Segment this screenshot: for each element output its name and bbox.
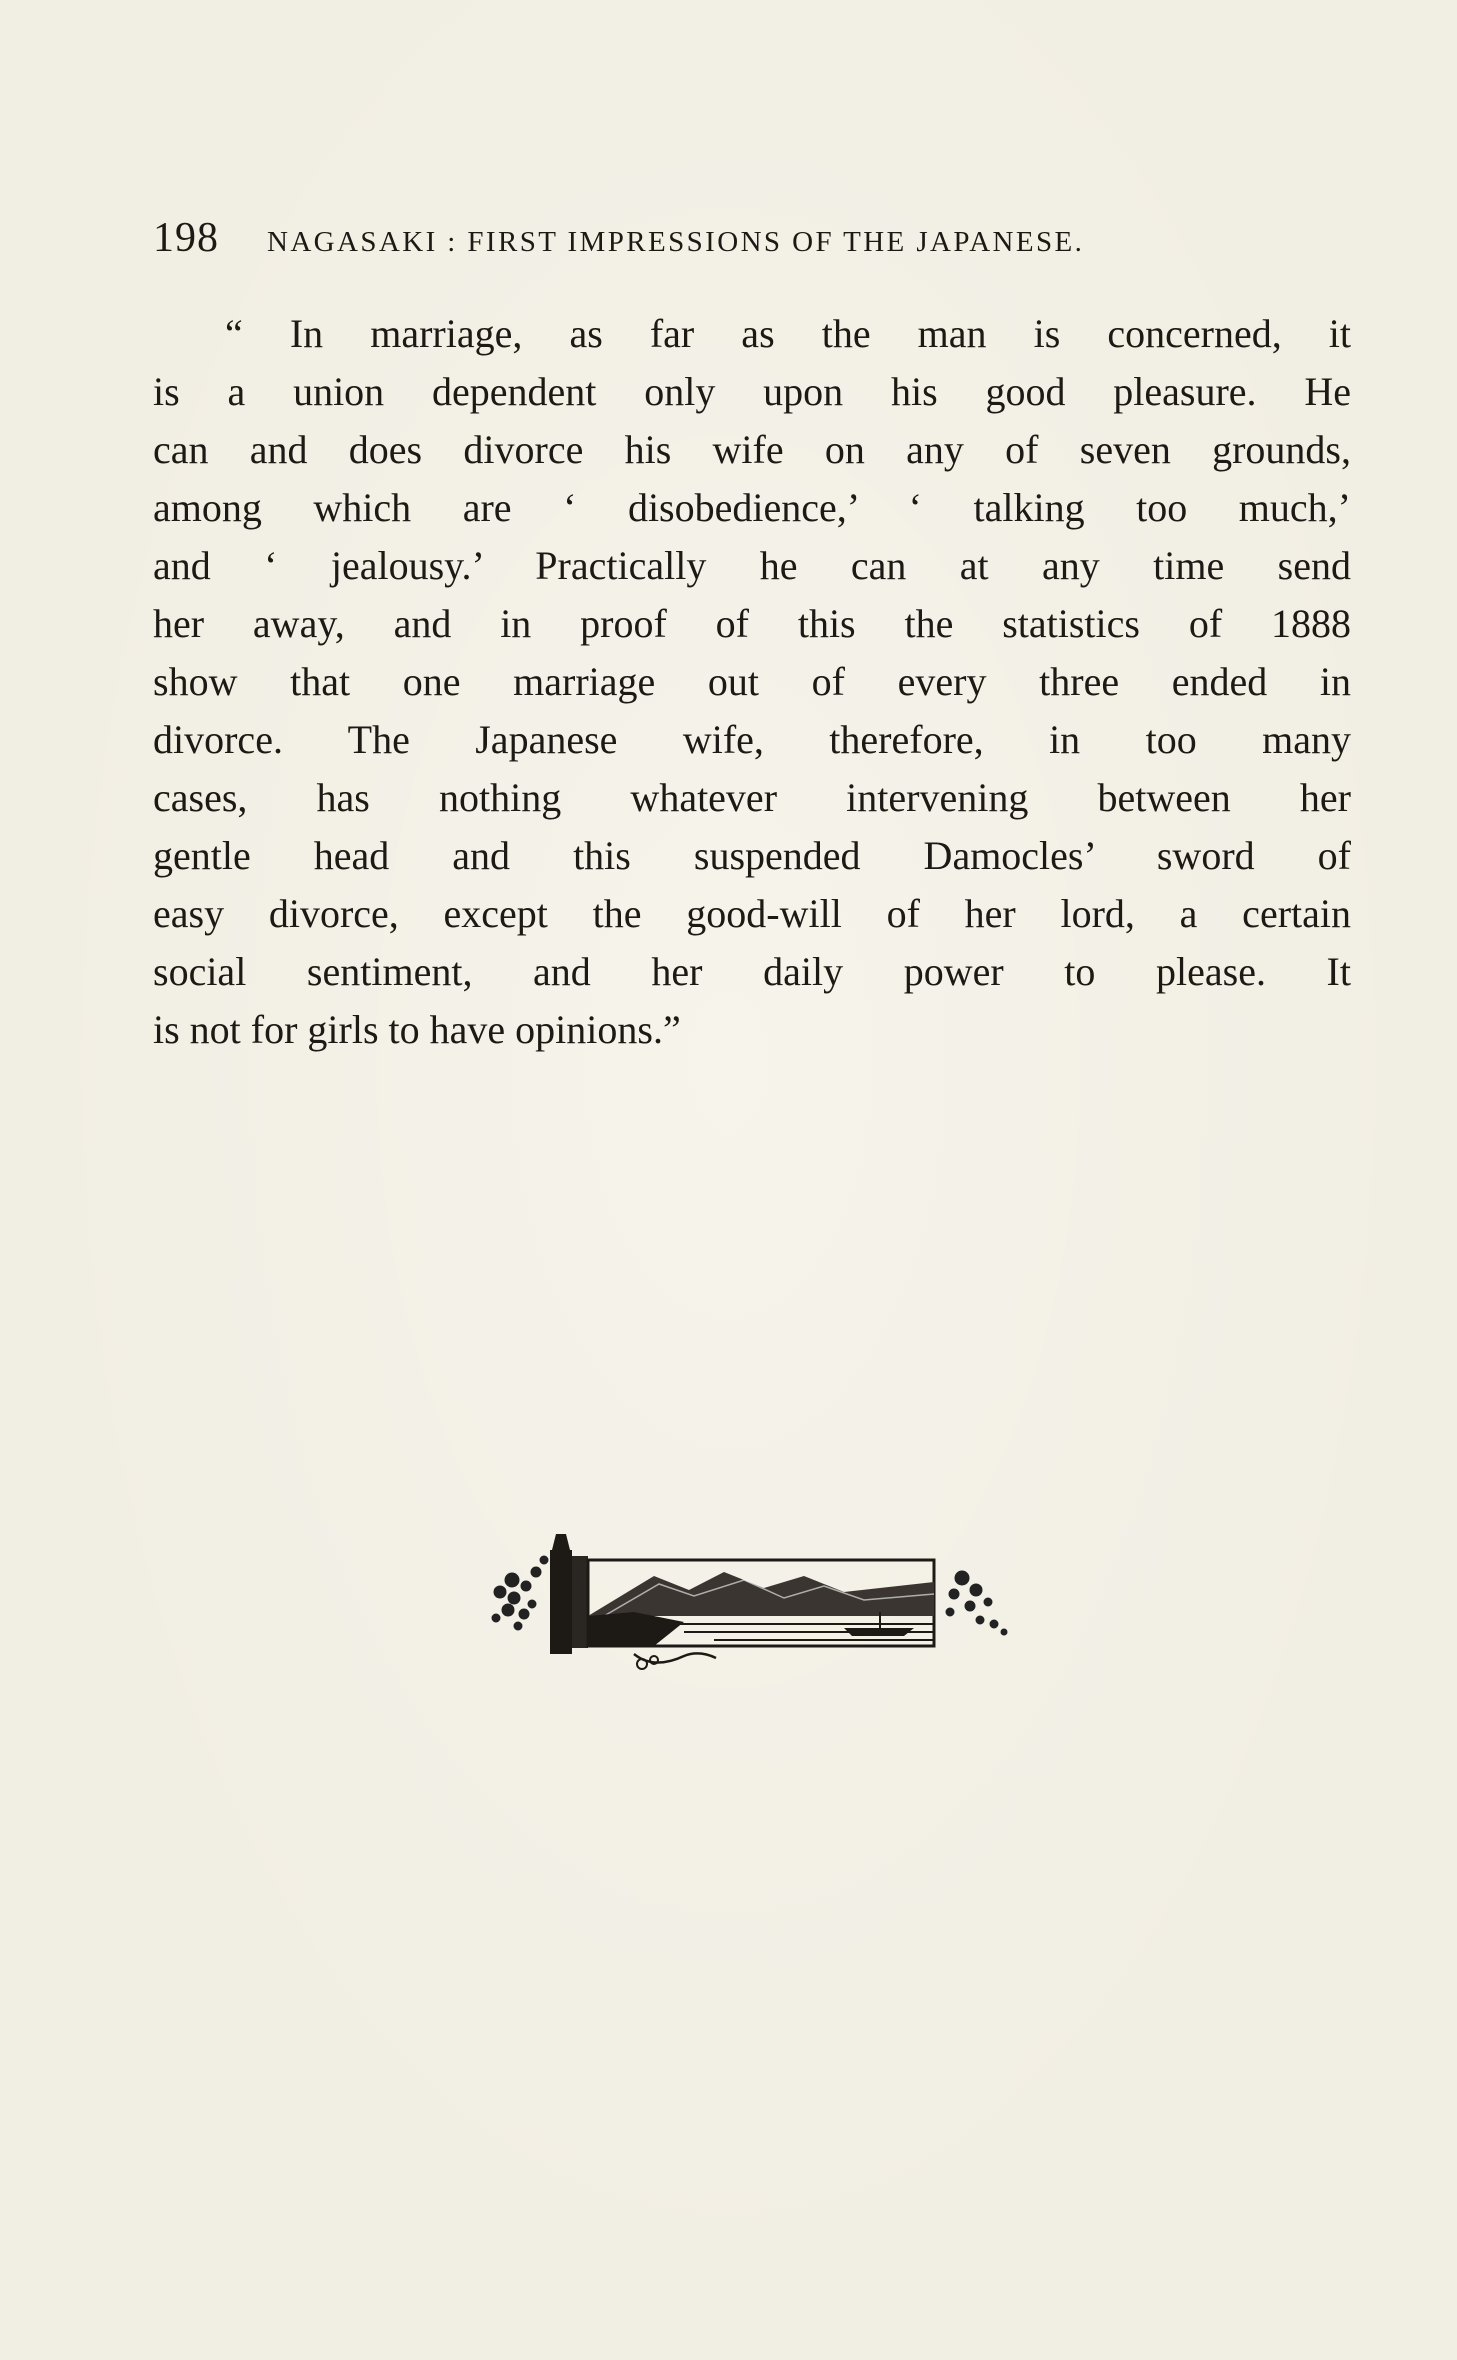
text-line: her away, and in proof of this the statistics of 1888	[153, 601, 1351, 646]
running-head: NAGASAKI : FIRST IMPRESSIONS OF THE JAPANESE.	[267, 226, 1085, 258]
text-line: cases, has nothing whatever intervening between her	[153, 775, 1351, 820]
text-line: can and does divorce his wife on any of seven grounds,	[153, 427, 1351, 472]
text-line: is not for girls to have opinions.”	[153, 1007, 681, 1052]
landscape-vignette-icon	[484, 1532, 1020, 1682]
text-line: among which are ‘ disobedience,’ ‘ talking too much,’	[153, 485, 1351, 530]
text-line: show that one marriage out of every three ended in	[153, 659, 1351, 704]
text-line: divorce. The Japanese wife, therefore, in too many	[153, 717, 1351, 762]
text-line: social sentiment, and her daily power to please. It	[153, 949, 1351, 994]
quoted-paragraph	[153, 305, 1351, 1059]
page-number: 198	[153, 215, 219, 261]
text-line: gentle head and this suspended Damocles’ sword of	[153, 833, 1351, 878]
text-line: and ‘ jealousy.’ Practically he can at any time send	[153, 543, 1351, 588]
text-line: easy divorce, except the good-will of her lord, a certain	[153, 891, 1351, 936]
text-line: is a union dependent only upon his good pleasure. He	[153, 369, 1351, 414]
page-header	[153, 214, 1353, 266]
text-line: “ In marriage, as far as the man is concerned, it	[225, 311, 1351, 356]
